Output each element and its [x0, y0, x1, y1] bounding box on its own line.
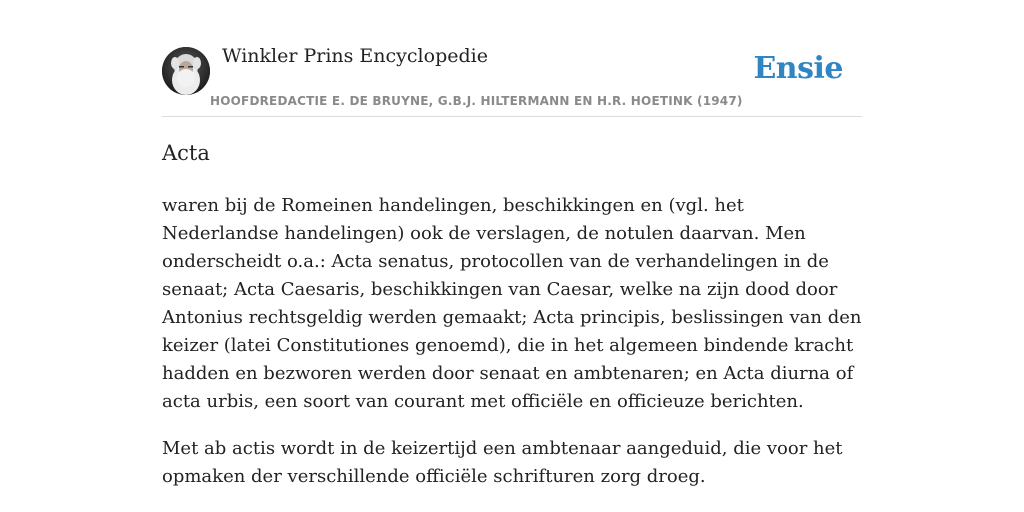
ensie-logo-link[interactable]: Ensie	[753, 51, 843, 86]
entry-paragraph: waren bij de Romeinen handelingen, beschikkingen en (vgl. het Nederlandse handelingen) ook de verslagen, de notulen daarvan. Men onderscheidt o.a.: Acta senatus, protocollen van de verhandelingen in de senaat; Acta Caesaris, beschikkingen van Caesar, welke na zijn dood door Antonius rechtsgeldig werden gemaakt; Acta principis, beslissingen van den keizer (latei Constitutiones genoemd), die in het algemeen bindende kracht hadden en bezworen werden door senaat en ambtenaren; en Acta diurna of acta urbis, een soort van courant met officiële en officieuze berichten.	[162, 195, 862, 412]
editors-credit: HOOFDREDACTIE E. DE BRUYNE, G.B.J. HILTERMANN EN H.R. HOETINK (1947)	[210, 94, 743, 108]
source-header	[162, 0, 862, 117]
entry-body	[162, 192, 862, 510]
portrait-icon	[162, 47, 210, 95]
editor-avatar	[162, 47, 210, 95]
page	[162, 0, 862, 487]
entry-title: Acta	[162, 141, 210, 165]
entry-paragraph: Met ab actis wordt in de keizertijd een ambtenaar aangeduid, die voor het opmaken der verschillende officiële schrifturen zorg droeg.	[162, 438, 843, 487]
source-title[interactable]: Winkler Prins Encyclopedie	[222, 45, 488, 67]
